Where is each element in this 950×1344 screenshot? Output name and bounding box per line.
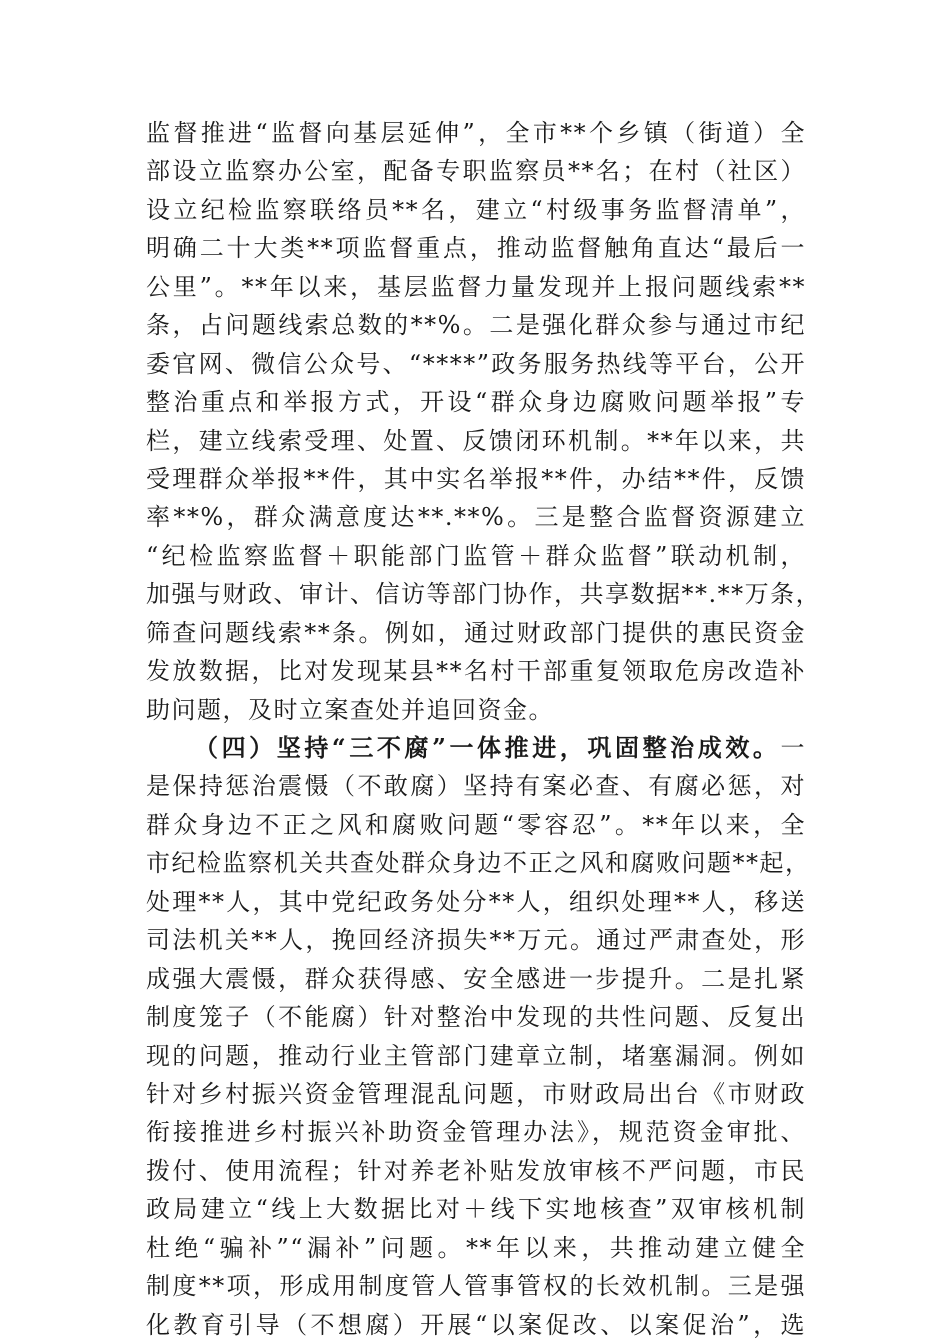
text-line: 成强大震慑，群众获得感、安全感进一步提升。二是扎紧 xyxy=(146,964,806,993)
text-line: 整治重点和举报方式，开设“群众身边腐败问题举报”专 xyxy=(146,388,806,417)
text-line: 条，占问题线索总数的**%。二是强化群众参与通过市纪 xyxy=(146,311,806,340)
paragraph-2 xyxy=(146,729,811,1344)
text-line: 加强与财政、审计、信访等部门协作，共享数据**.**万条， xyxy=(146,580,822,609)
text-line: 监督推进“监督向基层延伸”，全市**个乡镇（街道）全 xyxy=(146,119,806,147)
text-line: 制度笼子（不能腐）针对整治中发现的共性问题、反复出 xyxy=(146,1003,806,1032)
text-line: 群众身边不正之风和腐败问题“零容忍”。**年以来，全 xyxy=(146,810,806,839)
text-line: 衔接推进乡村振兴补助资金管理办法》，规范资金审批、 xyxy=(146,1118,806,1147)
section-heading: （四）坚持“三不腐”一体推进，巩固整治成效。 xyxy=(194,733,781,762)
text-line: 拨付、使用流程；针对养老补贴发放审核不严问题，市民 xyxy=(146,1156,806,1185)
text-line: 杜绝“骗补”“漏补”问题。**年以来，共推动建立健全 xyxy=(146,1233,806,1262)
text-line: 处理**人，其中党纪政务处分**人，组织处理**人，移送 xyxy=(146,887,806,916)
text-line: 司法机关**人，挽回经济损失**万元。通过严肃查处，形 xyxy=(146,926,806,955)
text-line: “纪检监察监督＋职能部门监管＋群众监督”联动机制， xyxy=(146,541,806,570)
text-line: 栏，建立线索受理、处置、反馈闭环机制。**年以来，共 xyxy=(146,426,806,455)
text-line: 针对乡村振兴资金管理混乱问题，市财政局出台《市财政 xyxy=(146,1079,806,1108)
text-line: 受理群众举报**件，其中实名举报**件，办结**件，反馈 xyxy=(146,464,806,493)
text-line: 明确二十大类**项监督重点，推动监督触角直达“最后一 xyxy=(146,234,806,263)
text-line: 现的问题，推动行业主管部门建章立制，堵塞漏洞。例如 xyxy=(146,1041,806,1070)
text-line: 部设立监察办公室，配备专职监察员**名；在村（社区） xyxy=(146,157,806,186)
text-line: 市纪检监察机关共查处群众身边不正之风和腐败问题**起， xyxy=(146,849,811,878)
text-line: 率**%，群众满意度达**.**%。三是整合监督资源建立 xyxy=(146,503,806,532)
text-line: 设立纪检监察联络员**名，建立“村级事务监督清单”， xyxy=(146,195,806,224)
text-line: 发放数据，比对发现某县**名村干部重复领取危房改造补 xyxy=(146,657,806,686)
text-line: 助问题，及时立案查处并追回资金。 xyxy=(146,695,554,724)
text-line-continuation: 一 xyxy=(780,734,806,762)
text-line: 委官网、微信公众号、“****”政务服务热线等平台，公开 xyxy=(146,349,806,378)
text-line: 筛查问题线索**条。例如，通过财政部门提供的惠民资金 xyxy=(146,618,806,647)
text-line: 制度**项，形成用制度管人管事管权的长效机制。三是强 xyxy=(146,1272,806,1301)
body-text xyxy=(146,114,822,1344)
section-heading-line xyxy=(146,729,806,767)
paragraph-1 xyxy=(146,114,822,729)
text-line: 政局建立“线上大数据比对＋线下实地核查”双审核机制 xyxy=(146,1195,806,1224)
text-line: 是保持惩治震慑（不敢腐）坚持有案必查、有腐必惩，对 xyxy=(146,772,806,801)
text-line: 公里”。**年以来，基层监督力量发现并上报问题线索** xyxy=(146,272,806,301)
text-line: 化教育引导（不想腐）开展“以案促改、以案促治”，选 xyxy=(146,1310,806,1339)
